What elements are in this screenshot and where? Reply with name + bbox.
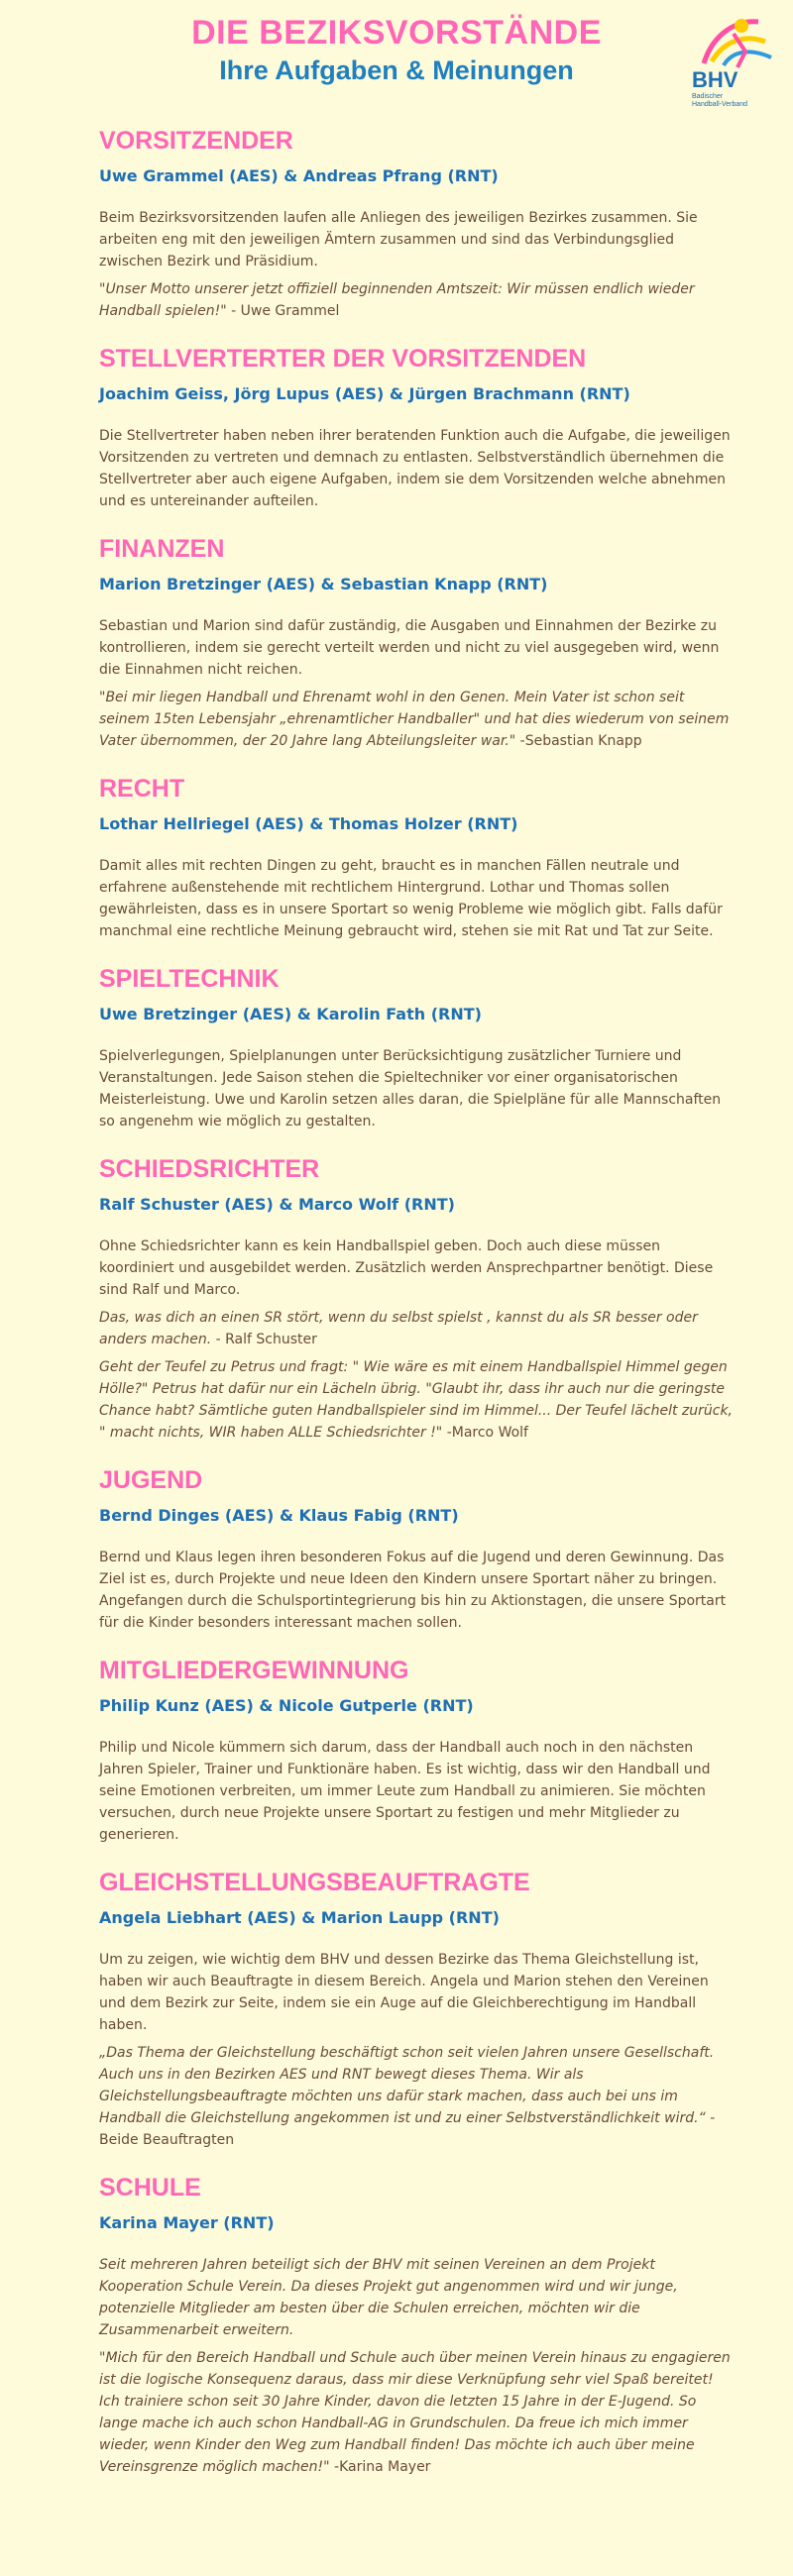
section-names: Uwe Grammel (AES) & Andreas Pfrang (RNT) xyxy=(99,166,499,185)
bhv-logo xyxy=(684,12,779,109)
section-title: STELLVERTERTER DER VORSITZENDEN xyxy=(99,345,587,373)
section-quote xyxy=(99,2042,734,2151)
section-5 xyxy=(99,1152,734,1463)
section-body: Damit alles mit rechten Dingen zu geht, braucht es in manchen Fällen neutrale und erfahrene außenstehende mit rechtlichem Hintergrund. Lothar und Thomas sollen gewährleisten, dass es in unsere Sportart so wenig Probleme wie möglich gibt. Falls dafür manchmal eine rechtliche Meinung gebraucht wird, stehen sie mit Rat und Tat zur Seite. xyxy=(99,858,723,939)
quote-text: Geht der Teufel zu Petrus und fragt: " Wie wäre es mit einem Handballspiel Himmel gegen Hölle?" Petrus hat dafür nur ein Lächeln übrig. "Glaubt ihr, dass ihr auch nur die geringste Chance habt? Sämtliche guten Handballspieler sind im Himmel... Der Teufel lächelt zurück, " macht nichts, WIR haben ALLE Schiedsrichter !" xyxy=(99,1359,734,1441)
section-8 xyxy=(99,1866,734,2171)
section-body: Sebastian und Marion sind dafür zuständig, die Ausgaben und Einnahmen der Bezirke zu kontrollieren, indem sie gerecht verteilt werden und nicht zu viel ausgegeben wird, wenn die Einnahmen nicht reichen. xyxy=(99,618,720,678)
section-names: Marion Bretzinger (AES) & Sebastian Knapp (RNT) xyxy=(99,575,548,593)
section-names: Lothar Hellriegel (AES) & Thomas Holzer (RNT) xyxy=(99,814,518,833)
quote-author: - Uwe Grammel xyxy=(226,303,340,319)
logo-abbreviation: BHV xyxy=(692,67,738,92)
logo-full-name: Badischer Handball-Verband xyxy=(692,93,748,108)
page-subtitle: Ihre Aufgaben & Meinungen xyxy=(219,55,574,85)
section-quote xyxy=(99,687,734,752)
handball-player-logo-icon xyxy=(684,12,779,71)
section-3 xyxy=(99,772,734,962)
sections-container xyxy=(99,124,734,2498)
section-title: RECHT xyxy=(99,775,185,803)
section-names: Karina Mayer (RNT) xyxy=(99,2213,275,2232)
section-names: Joachim Geiss, Jörg Lupus (AES) & Jürgen Brachmann (RNT) xyxy=(99,384,630,403)
section-quote xyxy=(99,1307,734,1350)
quote-text: Das, was dich an einen SR stört, wenn du selbst spielst , kannst du als SR besser oder anders machen. xyxy=(99,1310,698,1347)
section-1 xyxy=(99,342,734,532)
section-quote xyxy=(99,1356,734,1444)
section-names: Angela Liebhart (AES) & Marion Laupp (RNT) xyxy=(99,1908,500,1927)
quote-author: -Marco Wolf xyxy=(442,1425,528,1441)
section-0 xyxy=(99,124,734,342)
section-2 xyxy=(99,532,734,772)
section-9 xyxy=(99,2171,734,2498)
section-title: VORSITZENDER xyxy=(99,127,293,155)
section-title: SCHIEDSRICHTER xyxy=(99,1155,320,1183)
quote-text: "Mich für den Bereich Handball und Schule auch über meinen Verein hinaus zu engagieren ist die logische Konsequenz daraus, dass mir diese Verknüpfung sehr viel Spaß bereitet! Ich trainiere schon seit 30 Jahre Kinder, davon die letzten 15 Jahre in der E-Jugend. So lange mache ich auch schon Handball-AG in Grundschulen. Da freue ich mich immer wieder, wenn Kinder den Weg zum Handball finden! Das möchte ich auch über meine Vereinsgrenze möglich machen!" xyxy=(99,2350,731,2475)
section-names: Ralf Schuster (AES) & Marco Wolf (RNT) xyxy=(99,1195,455,1214)
section-names: Bernd Dinges (AES) & Klaus Fabig (RNT) xyxy=(99,1506,459,1525)
section-body: Spielverlegungen, Spielplanungen unter Berücksichtigung zusätzlicher Turniere und Veranstaltungen. Jede Saison stehen die Spieltechniker vor einer organisatorischen Meisterleistung. Uwe und Karolin setzen alles daran, die Spielpläne für alle Mannschaften so angenehm wie möglich zu gestalten. xyxy=(99,1048,722,1129)
section-quote xyxy=(99,278,734,322)
section-7 xyxy=(99,1654,734,1866)
quote-author: -Karina Mayer xyxy=(329,2459,431,2475)
section-6 xyxy=(99,1463,734,1654)
section-title: SCHULE xyxy=(99,2174,201,2201)
quote-text: Seit mehreren Jahren beteiligt sich der BHV mit seinen Vereinen an dem Projekt Kooperation Schule Verein. Da dieses Projekt gut angenommen wird und wir junge, potenzielle Mitglieder am besten über die Schulen erreichen, möchten wir die Zusammenarbeit erweitern. xyxy=(99,2257,678,2338)
section-title: SPIELTECHNIK xyxy=(99,965,280,993)
page-header xyxy=(0,0,793,109)
section-body: Um zu zeigen, wie wichtig dem BHV und dessen Bezirke das Thema Gleichstellung ist, haben wir auch Beauftragte in diesem Bereich. Angela und Marion stehen den Vereinen und dem Bezirk zur Seite, indem sie ein Auge auf die Gleichberechtigung im Handball haben. xyxy=(99,1952,709,2033)
section-4 xyxy=(99,962,734,1152)
section-title: JUGEND xyxy=(99,1466,203,1494)
quote-text: "Unser Motto unserer jetzt offiziell beginnenden Amtszeit: Wir müssen endlich wieder Handball spielen!" xyxy=(99,281,695,319)
section-names: Uwe Bretzinger (AES) & Karolin Fath (RNT) xyxy=(99,1005,482,1023)
section-title: FINANZEN xyxy=(99,535,225,563)
page-title: DIE BEZIKSVORSTÄNDE xyxy=(191,14,602,52)
section-quote xyxy=(99,2347,734,2478)
section-body: Bernd und Klaus legen ihren besonderen Fokus auf die Jugend und deren Gewinnung. Das Ziel ist es, durch Projekte und neue Ideen den Kindern unsere Sportart näher zu bringen. Angefangen durch die Schulsportintegrierung bis hin zu Aktionstagen, die unsere Sportart für die Kinder besonders interessant machen sollen. xyxy=(99,1550,727,1631)
section-names: Philip Kunz (AES) & Nicole Gutperle (RNT) xyxy=(99,1696,474,1715)
section-body: Die Stellvertreter haben neben ihrer beratenden Funktion auch die Aufgabe, die jeweiligen Vorsitzenden zu vertreten und demnach zu entlasten. Selbstverständlich übernehmen die Stellvertreter aber auch eigene Aufgaben, indem sie dem Vorsitzenden welche abnehmen und es untereinander aufteilen. xyxy=(99,428,731,509)
section-body: Philip und Nicole kümmern sich darum, dass der Handball auch noch in den nächsten Jahren Spieler, Trainer und Funktionäre haben. Es ist wichtig, dass wir den Handball und seine Emotionen verbreiten, um immer Leute zum Handball zu animieren. Sie möchten versuchen, durch neue Projekte unsere Sportart zu festigen und mehr Mitglieder zu generieren. xyxy=(99,1740,711,1843)
section-title: MITGLIEDERGEWINNUNG xyxy=(99,1657,409,1684)
section-title: GLEICHSTELLUNGSBEAUFTRAGTE xyxy=(99,1869,530,1896)
quote-author: -Sebastian Knapp xyxy=(515,733,642,749)
quote-text: „Das Thema der Gleichstellung beschäftigt schon seit vielen Jahren unsere Gesellschaft. Auch uns in den Bezirken AES und RNT bewegt dieses Thema. Wir als Gleichstellungsbeauftragte möchten uns dafür stark machen, dass auch bei uns im Handball die Gleichstellung angekommen ist und zu einer Selbstverständlichkeit wird.“ xyxy=(99,2045,715,2126)
quote-author: - Beide Beauftragten xyxy=(99,2110,716,2148)
section-quote xyxy=(99,2254,734,2341)
section-body: Beim Bezirksvorsitzenden laufen alle Anliegen des jeweiligen Bezirkes zusammen. Sie arbeiten eng mit den jeweiligen Ämtern zusammen und sind das Verbindungsglied zwischen Bezirk und Präsidium. xyxy=(99,210,698,269)
section-body: Ohne Schiedsrichter kann es kein Handballspiel geben. Doch auch diese müssen koordiniert und ausgebildet werden. Zusätzlich werden Ansprechpartner benötigt. Diese sind Ralf und Marco. xyxy=(99,1238,714,1298)
quote-text: "Bei mir liegen Handball und Ehrenamt wohl in den Genen. Mein Vater ist schon seit seinem 15ten Lebensjahr „ehrenamtlicher Handballer" und hat dies wiederum von seinem Vater übernommen, der 20 Jahre lang Abteilungsleiter war." xyxy=(99,690,730,749)
quote-author: - Ralf Schuster xyxy=(211,1332,317,1347)
